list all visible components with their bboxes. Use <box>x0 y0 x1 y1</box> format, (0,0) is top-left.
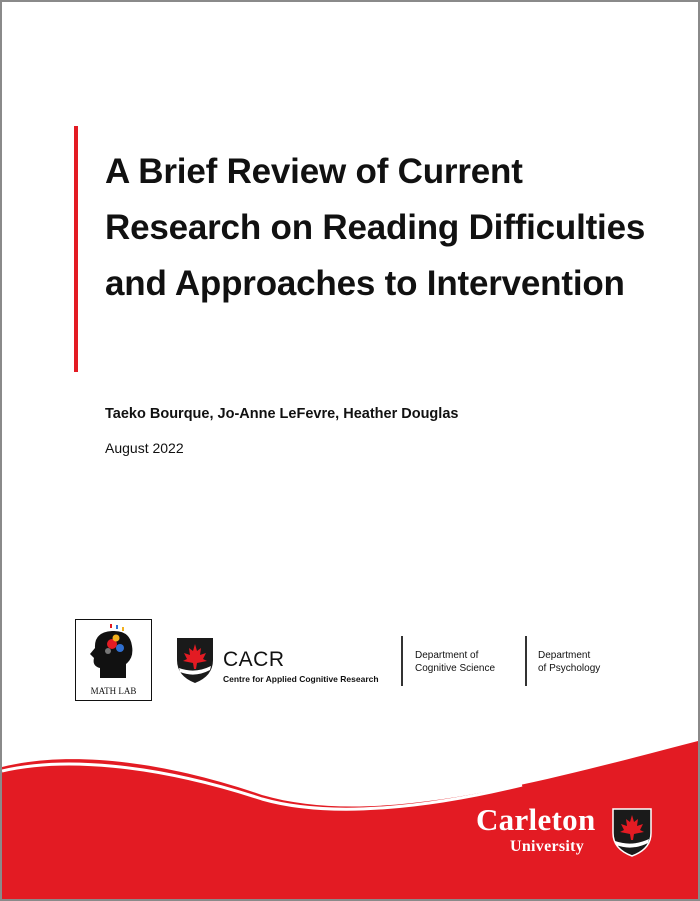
title-accent-bar <box>74 126 78 372</box>
maple-leaf-shield-icon <box>175 636 215 684</box>
university-name: Carleton <box>476 802 596 837</box>
dept-cognitive-science <box>415 649 495 675</box>
logo-divider <box>525 636 527 686</box>
university-subtitle: University <box>510 838 585 855</box>
cover-page <box>2 2 698 899</box>
math-lab-label: MATH LAB <box>90 686 137 696</box>
logo-divider <box>401 636 403 686</box>
cacr-name: CACR <box>223 648 285 671</box>
dept-psychology <box>538 649 600 675</box>
math-lab-logo <box>75 619 152 701</box>
publication-date: August 2022 <box>105 440 184 456</box>
document-title: A Brief Review of Current Research on Reading Difficulties and Approaches to Intervention <box>105 152 646 303</box>
dept-line: Department <box>538 650 591 661</box>
cacr-full-name: Centre for Applied Cognitive Research <box>223 674 379 684</box>
dept-line: of Psychology <box>538 663 601 674</box>
carleton-shield-icon <box>611 807 653 857</box>
dept-line: Cognitive Science <box>415 663 496 674</box>
authors: Taeko Bourque, Jo-Anne LeFevre, Heather Douglas <box>105 406 459 422</box>
dept-line: Department of <box>415 650 479 661</box>
head-with-gears-icon <box>86 624 142 682</box>
